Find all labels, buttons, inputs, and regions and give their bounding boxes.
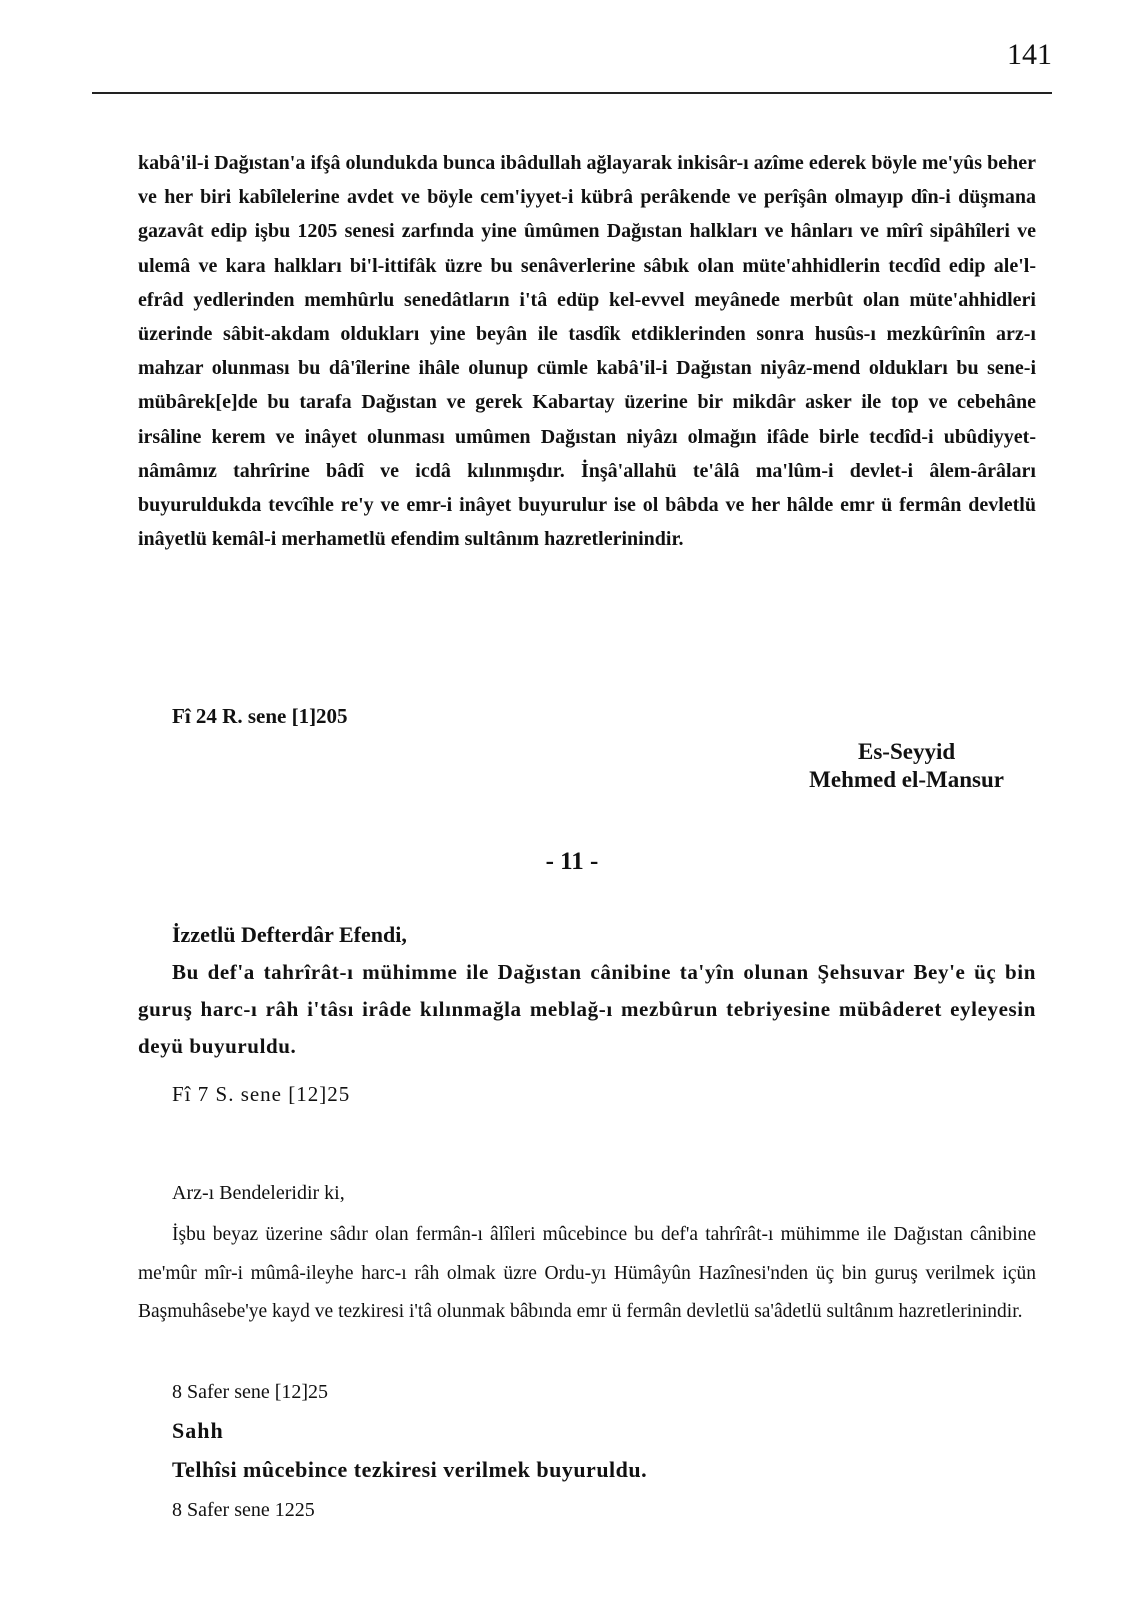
- document-11-date: Fî 7 S. sene [12]25: [172, 1082, 351, 1106]
- final-date: 8 Safer sene 1225: [172, 1499, 315, 1521]
- arz-date: 8 Safer sene [12]25: [172, 1381, 329, 1403]
- document-11-body: Bu def'a tahrîrât-ı mühimme ile Dağıstan cânibine ta'yîn olunan Şehsuvar Bey'e üç bin guruş harc-ı râh i'tâsı irâde kılınmağla meblağ-ı mezbûrun tebriyesine mübâderet eyleyesin deyü buyuruldu.: [138, 960, 1036, 1058]
- arz-body: İşbu beyaz üzerine sâdır olan fermân-ı âlîleri mûcebince bu def'a tahrîrât-ı mühimme ile Dağıstan cânibine me'mûr mîr-i mûmâ-ileyhe harc-ı râh olmak üzre Ordu-yı Hümâyûn Hazînesi'nden üç bin guruş verilmek içün Başmuhâsebe'ye kayd ve tezkiresi i'tâ olunmak bâbında emr ü fermân devletlü sa'âdetlü sultânım hazretlerinindir.: [138, 1224, 1036, 1322]
- page-number: 141: [1007, 38, 1052, 71]
- header-rule: [92, 92, 1052, 94]
- document-10-date: Fî 24 R. sene [1]205: [172, 704, 348, 728]
- telhis-note: Telhîsi mûcebince tezkiresi verilmek buyuruldu.: [172, 1457, 648, 1482]
- arz-title: Arz-ı Bendeleridir ki,: [172, 1182, 345, 1204]
- signature-title: Es-Seyyid: [858, 739, 956, 764]
- document-11-addressee: İzzetlü Defterdâr Efendi,: [172, 922, 407, 947]
- document-number: - 11 -: [545, 848, 599, 875]
- signature-name: Mehmed el-Mansur: [809, 767, 1004, 792]
- signature: [809, 738, 1004, 794]
- document-10-body: kabâ'il-i Dağıstan'a ifşâ olundukda bunca ibâdullah ağlayarak inkisâr-ı azîme ederek böyle me'yûs beher ve her biri kabîlelerine avdet ve böyle cem'iyyet-i kübrâ perâkende ve perîşân olmayıp dîn-i düşmana gazavât edip işbu 1205 senesi zarfında yine ûmûmen Dağıstan halkları ve hânları ve mîrî sipâhîleri ve ulemâ ve kara halkları bi'l-ittifâk üzre bu senâverlerine sâbık olan müte'ahhidlerin tecdîd edip ale'l-efrâd yedlerinden memhûrlu senedâtların i'tâ edüp kel-evvel meyânede merbût olan müte'ahhidleri üzerinde sâbit-akdam oldukları yine beyân ile tasdîk etdiklerinden sonra husûs-ı mezkûrînîn arz-ı mahzar olunması bu dâ'îlerine ihâle olunup cümle kabâ'il-i Dağıstan niyâz-mend oldukları bu sene-i mübârek[e]de bu tarafa Dağıstan ve gerek Kabartay üzerine bir mikdâr asker ile top ve cebehâne irsâline kerem ve inâyet olunması umûmen Dağıstan niyâzı olmağın ifâde birle tecdîd-i ubûdiyyet-nâmâmız tahrîrine bâdî ve icdâ kılınmışdır. İnşâ'allahü te'âlâ ma'lûm-i devlet-i âlem-ârâları buyuruldukda tevcîhle re'y ve emr-i inâyet buyurulur ise ol bâbda ve her hâlde emr ü fermân devletlü inâyetlü kemâl-i merhametlü efendim sultânım hazretlerinindir.: [138, 152, 1036, 551]
- sahh-note: Sahh: [172, 1418, 224, 1443]
